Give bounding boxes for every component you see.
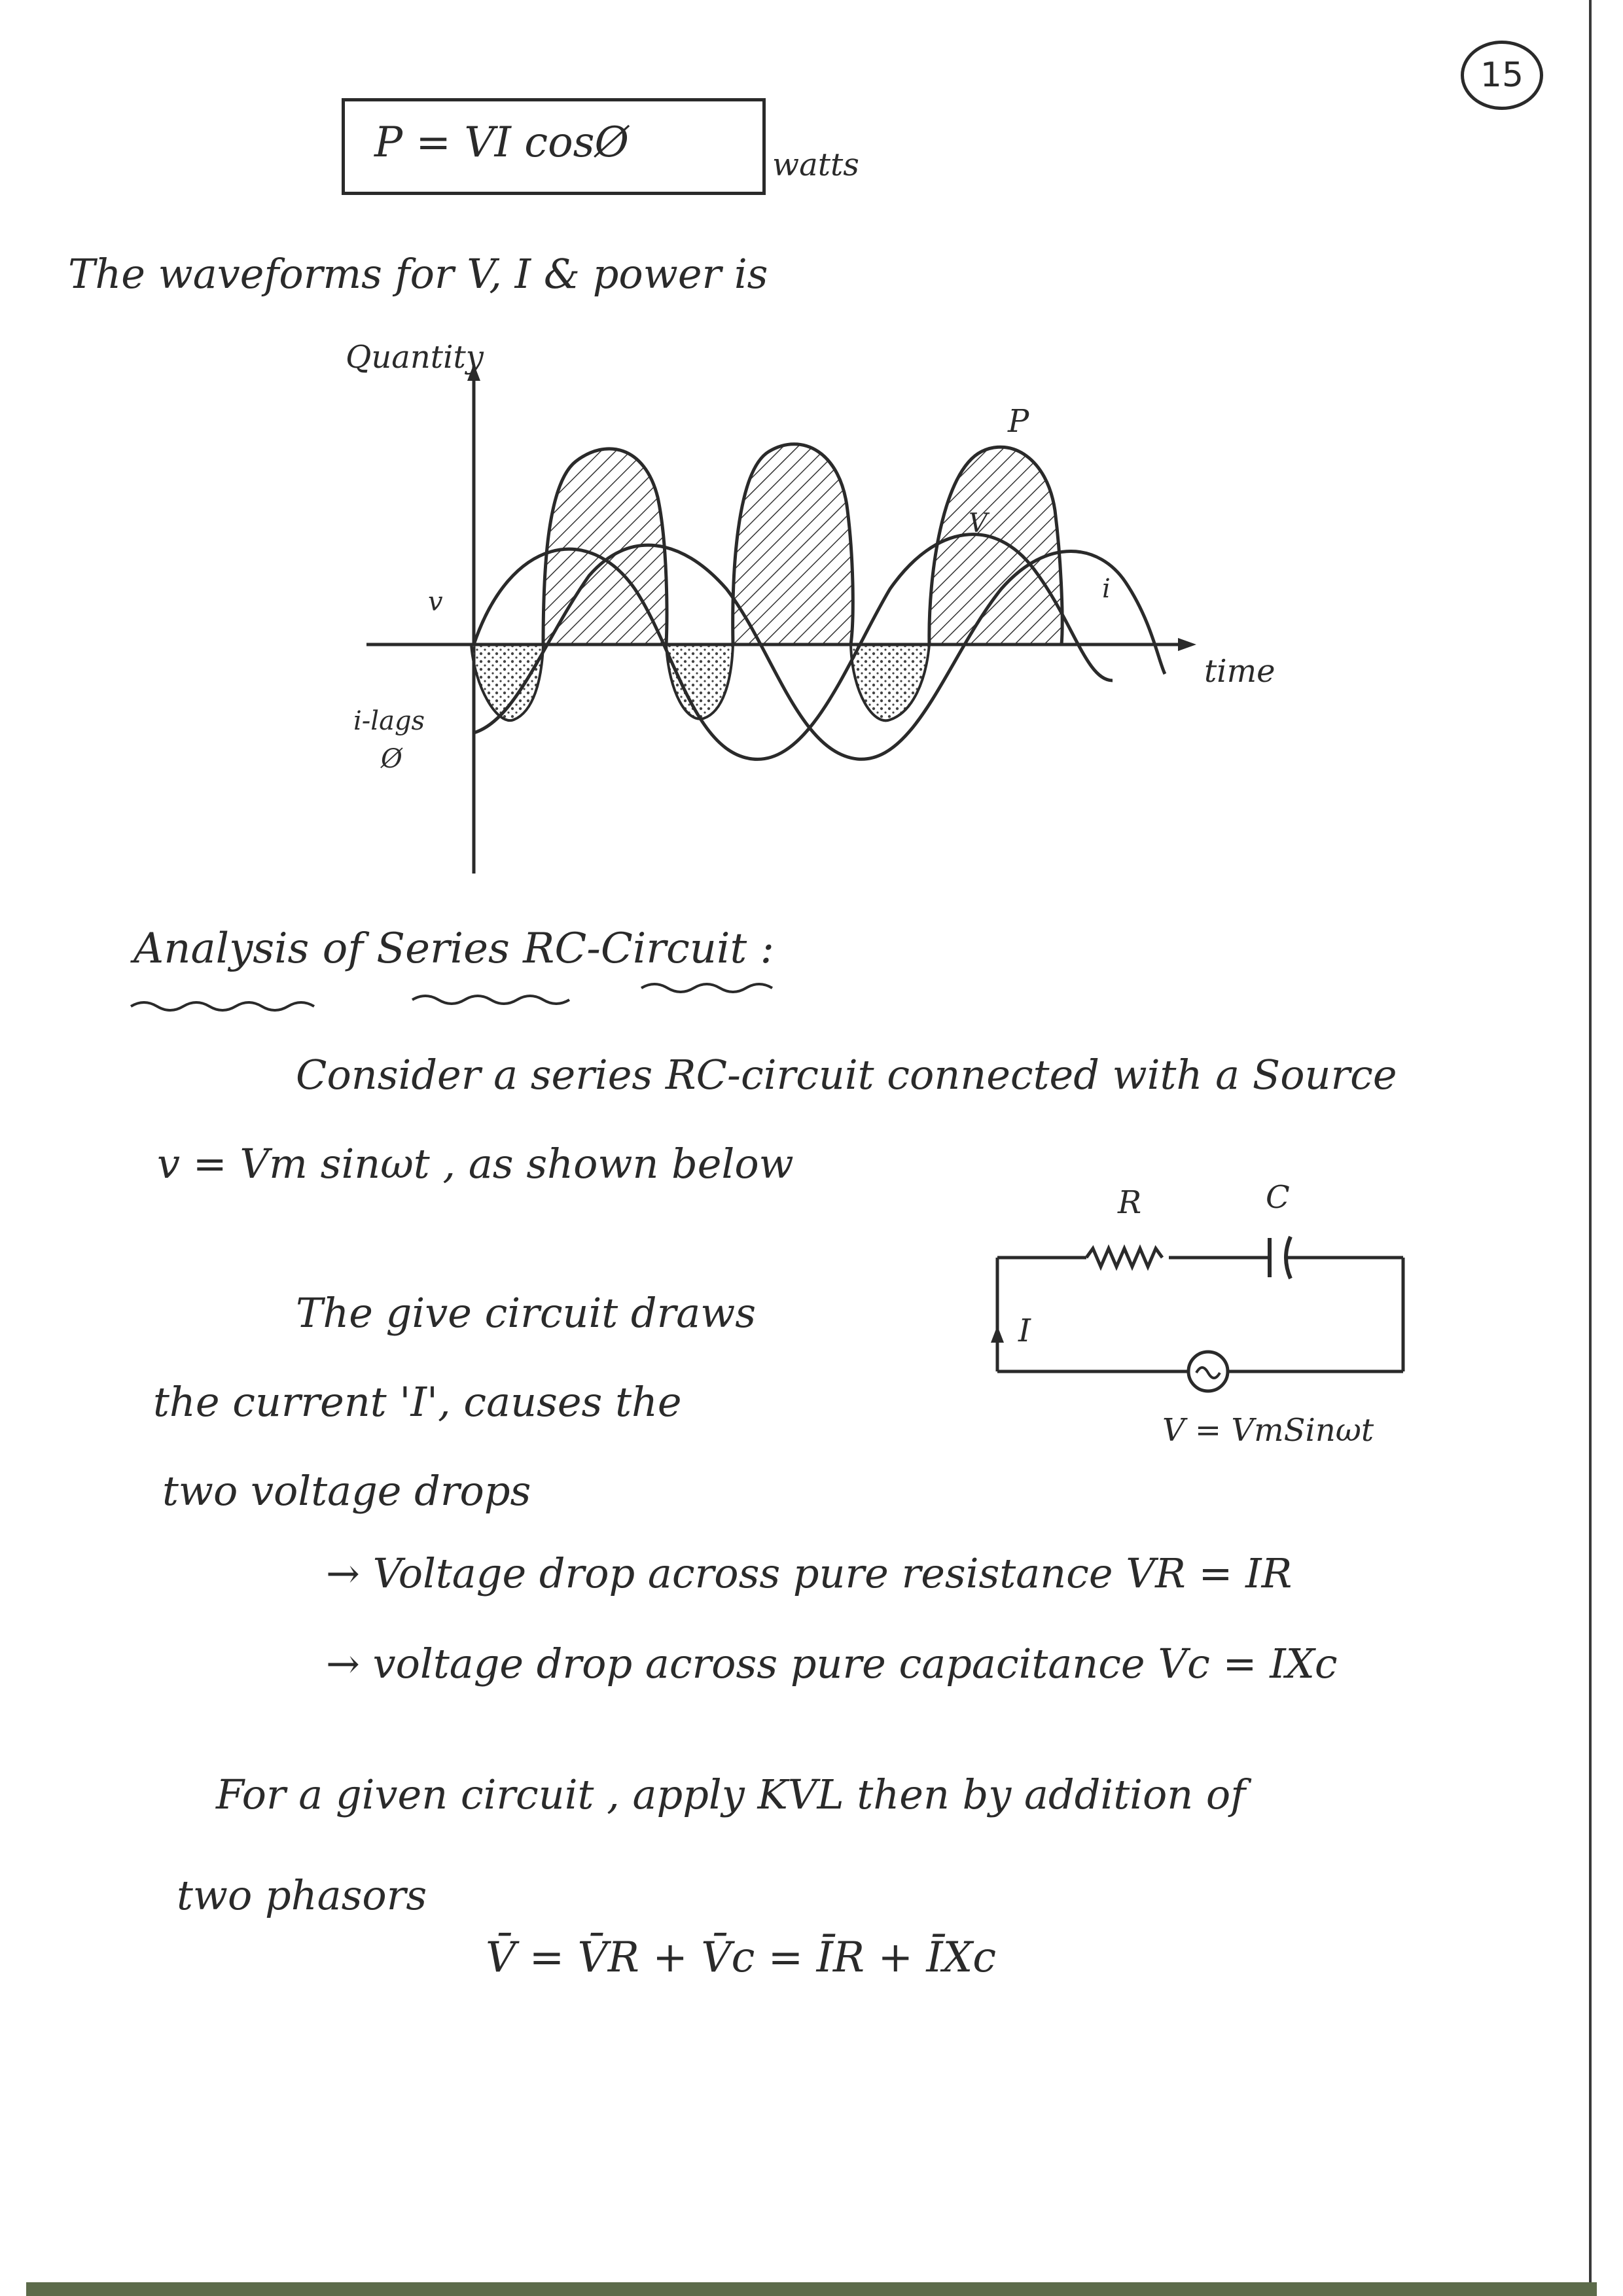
voltage-curve-label: V xyxy=(969,508,988,539)
ac-source-wave xyxy=(1196,1368,1220,1378)
resistor-label: R xyxy=(1118,1184,1142,1221)
paragraph-2-line-2: the current 'I', causes the xyxy=(153,1378,682,1426)
source-label: V = VmSinωt xyxy=(1162,1412,1374,1449)
power-curve-label: P xyxy=(1008,403,1029,440)
resistor xyxy=(1086,1248,1162,1267)
intro-line: The waveforms for V, I & power is xyxy=(68,250,768,298)
lag-note: i-lags xyxy=(353,706,425,736)
paragraph-1-line-1: Consider a series RC-circuit connected with a Source xyxy=(296,1051,1397,1099)
paragraph-3-line-1: For a given circuit , apply KVL then by addition of xyxy=(216,1771,1246,1818)
voltage-left-label: v xyxy=(428,587,443,617)
paragraph-2-line-1: The give circuit draws xyxy=(296,1289,757,1337)
capacitor-label: C xyxy=(1266,1179,1290,1216)
current-curve-label: i xyxy=(1102,574,1111,604)
paragraph-3-line-2: two phasors xyxy=(177,1871,427,1919)
lag-angle: Ø xyxy=(381,744,402,774)
current-arrow-icon xyxy=(991,1326,1004,1343)
page-number: 15 xyxy=(1461,41,1543,110)
page-bottom-edge xyxy=(26,2282,1597,2296)
x-axis-label: time xyxy=(1204,653,1275,690)
power-formula: P = VI cosØ xyxy=(374,118,629,167)
current-label: I xyxy=(1018,1313,1031,1349)
power-unit: watts xyxy=(772,147,859,183)
section-title: Analysis of Series RC-Circuit : xyxy=(134,925,775,973)
bullet-resistance-drop: → Voltage drop across pure resistance VR = IR xyxy=(326,1549,1293,1597)
bullet-capacitance-drop: → voltage drop across pure capacitance Vc = IXc xyxy=(326,1640,1338,1687)
y-axis-label: Quantity xyxy=(346,339,484,376)
paragraph-1-line-2: v = Vm sinωt , as shown below xyxy=(157,1140,794,1188)
paragraph-2-line-3: two voltage drops xyxy=(162,1467,531,1515)
phasor-equation: V̄ = V̄R + V̄c = ĪR + ĪXc xyxy=(486,1934,997,1982)
